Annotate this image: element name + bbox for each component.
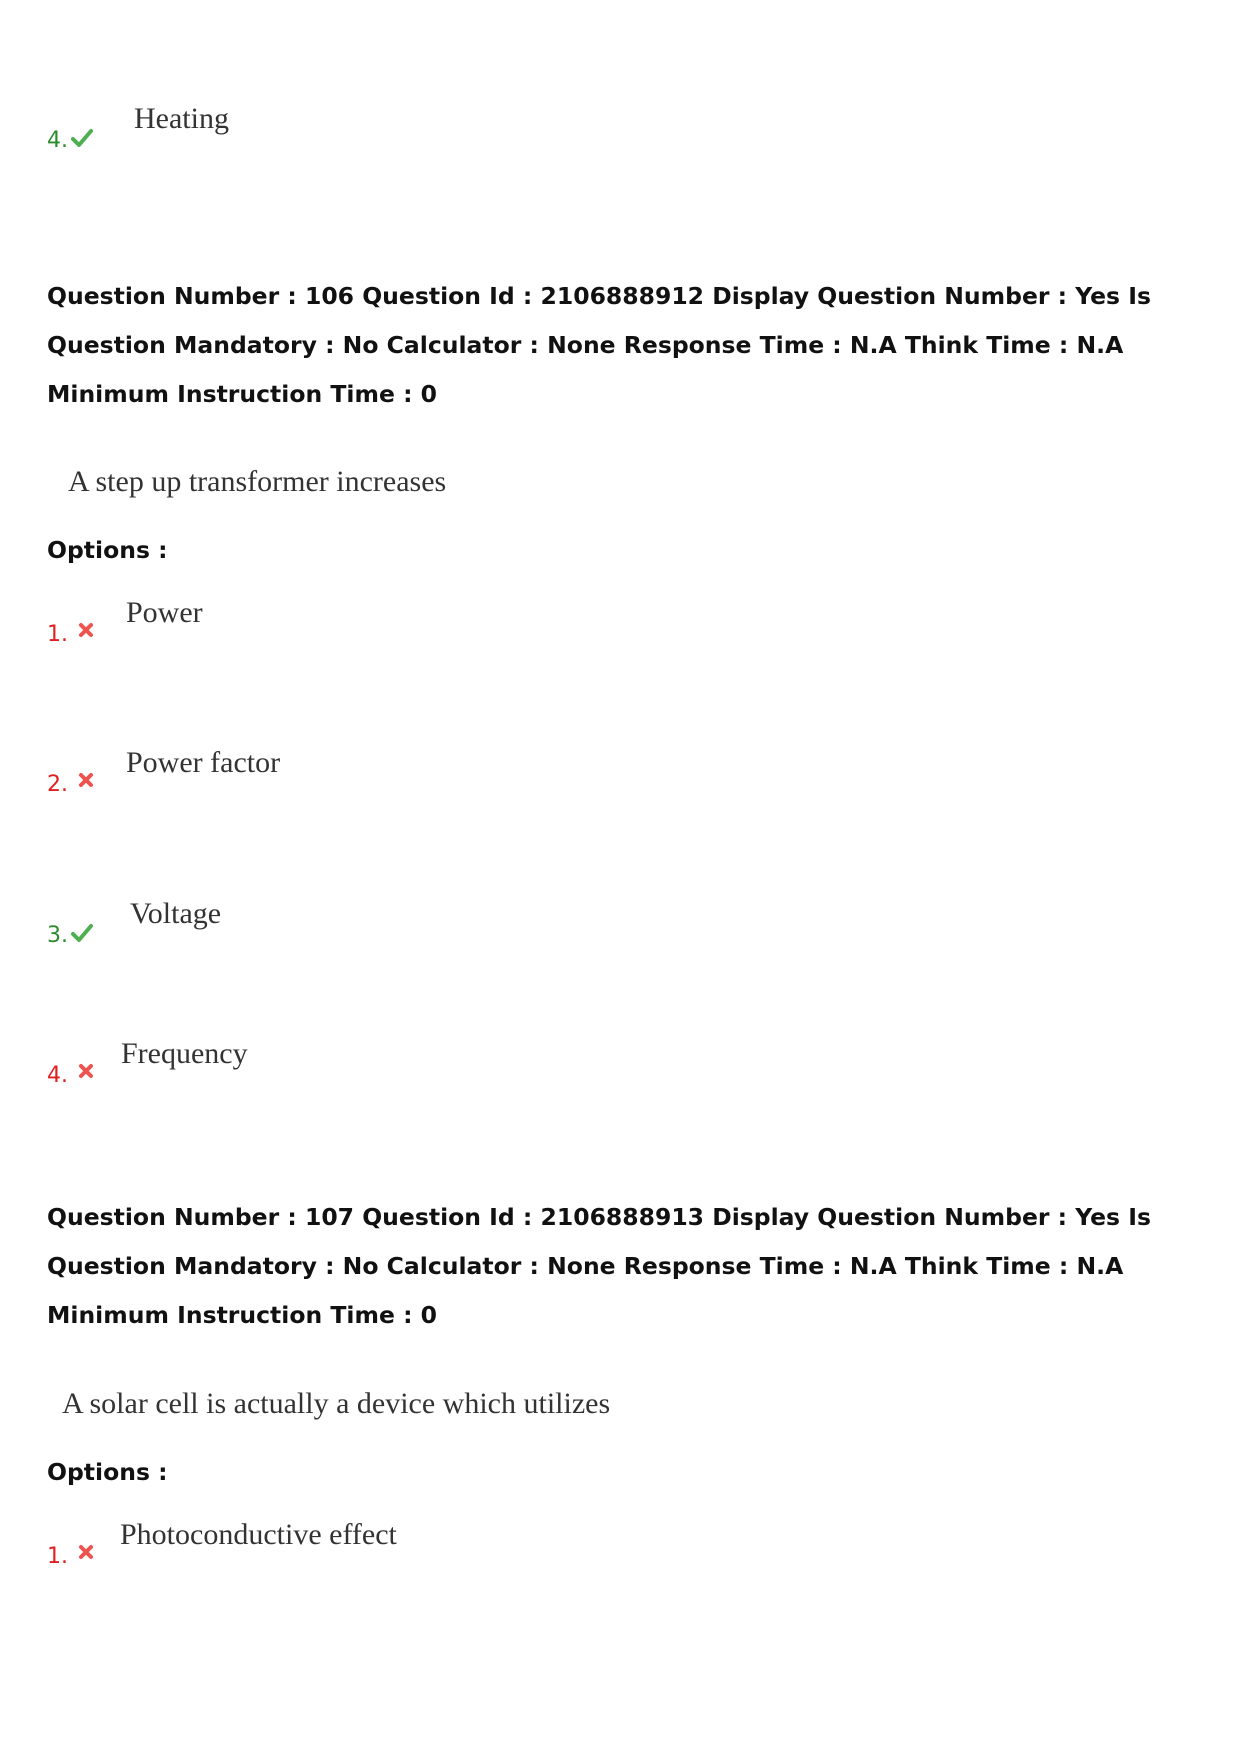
- option-text: Power factor: [126, 746, 281, 779]
- options-label: Options :: [47, 536, 168, 564]
- question-header: Question Number : 106 Question Id : 2106888912 Display Question Number : Yes Is Question Mandatory : No Calculator : None Response Time : N.A Think Time : N.A Minimum Instruction Time : 0: [47, 282, 1151, 408]
- option-text: Voltage: [130, 897, 222, 930]
- cross-icon: [78, 1544, 94, 1565]
- cross-icon: [78, 772, 94, 793]
- question-header: Question Number : 107 Question Id : 2106888913 Display Question Number : Yes Is Question Mandatory : No Calculator : None Response Time : N.A Think Time : N.A Minimum Instruction Time : 0: [47, 1203, 1151, 1329]
- question-text: A solar cell is actually a device which utilizes: [62, 1387, 611, 1420]
- option-number: 4.: [47, 128, 68, 153]
- cross-icon: [78, 1063, 94, 1084]
- option-text: Heating: [134, 102, 229, 135]
- option-number: 3.: [47, 923, 68, 948]
- question-text: A step up transformer increases: [68, 465, 447, 498]
- check-icon: [71, 923, 93, 948]
- option-text: Frequency: [121, 1037, 248, 1070]
- option-number: 2.: [47, 772, 68, 797]
- options-label: Options :: [47, 1458, 168, 1486]
- option-text: Power: [126, 596, 203, 629]
- check-icon: [71, 128, 93, 153]
- option-text: Photoconductive effect: [120, 1518, 397, 1551]
- option-number: 1.: [47, 622, 68, 647]
- cross-icon: [78, 622, 94, 643]
- option-number: 4.: [47, 1063, 68, 1088]
- option-number: 1.: [47, 1544, 68, 1569]
